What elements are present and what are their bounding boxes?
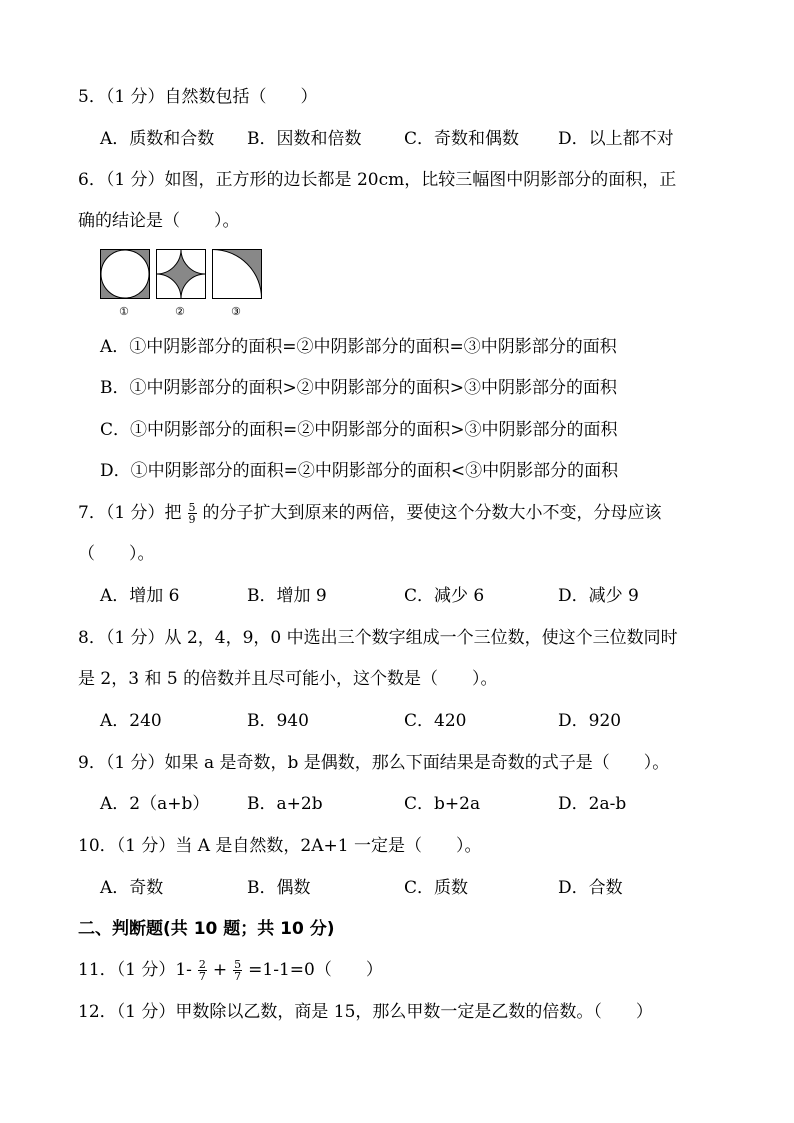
q10-option-c: C．质数	[404, 878, 469, 898]
q6-option-c: C．①中阴影部分的面积=②中阴影部分的面积>③中阴影部分的面积	[100, 420, 618, 440]
q8-option-c: C．420	[404, 711, 467, 731]
q11-fraction-2	[233, 959, 242, 982]
q11-prefix: 11．（1 分）1-	[78, 960, 192, 980]
q8-stem-line1: 8．（1 分）从 2，4，9，0 中选出三个数字组成一个三位数，使这个三位数同时	[78, 628, 678, 648]
q7-option-b: B．增加 9	[247, 586, 327, 606]
q11-stem	[78, 958, 383, 982]
q12-stem: 12．（1 分）甲数除以乙数，商是 15，那么甲数一定是乙数的倍数。（ ）	[78, 1002, 653, 1022]
q10-option-d: D．合数	[558, 878, 623, 898]
q7-stem-line1	[78, 501, 662, 525]
q11-plus: +	[212, 960, 228, 980]
q9-option-d: D．2a-b	[558, 794, 627, 814]
figure-label-2: ②	[175, 305, 185, 318]
q7-stem-suffix: 的分子扩大到原来的两倍，要使这个分数大小不变，分母应该	[202, 503, 662, 523]
figure-label-3: ③	[231, 305, 241, 318]
q11-suffix: =1-1=0（ ）	[248, 960, 383, 980]
q7-option-c: C．减少 6	[404, 586, 485, 606]
q9-stem: 9．（1 分）如果 a 是奇数，b 是偶数，那么下面结果是奇数的式子是（ ）。	[78, 753, 670, 773]
figure-2-astroid	[157, 250, 206, 299]
q5-option-d: D．以上都不对	[558, 129, 674, 149]
q6-option-d: D．①中阴影部分的面积=②中阴影部分的面积<③中阴影部分的面积	[100, 461, 619, 481]
figure-3-quarter-arc	[213, 250, 262, 299]
q7-fraction-denominator: 9	[188, 513, 196, 526]
q7-stem-line2: （ ）。	[78, 544, 155, 564]
q8-option-a: A．240	[100, 711, 162, 731]
q11-fraction-2-numerator: 5	[234, 958, 242, 971]
q6-figures	[100, 249, 262, 306]
q9-option-a: A．2（a+b）	[100, 794, 210, 814]
q7-fraction-numerator: 5	[188, 501, 196, 514]
q10-option-a: A．奇数	[100, 878, 164, 898]
q8-option-d: D．920	[558, 711, 622, 731]
q7-stem-prefix: 7．（1 分）把	[78, 503, 182, 523]
q7-fraction	[188, 502, 197, 525]
q11-fraction-2-denominator: 7	[234, 970, 242, 983]
q10-stem: 10．（1 分）当 A 是自然数，2A+1 一定是（ ）。	[78, 836, 482, 856]
q7-option-a: A．增加 6	[100, 586, 180, 606]
q7-option-d: D．减少 9	[558, 586, 639, 606]
q9-option-c: C．b+2a	[404, 794, 481, 814]
q6-option-a: A．①中阴影部分的面积=②中阴影部分的面积=③中阴影部分的面积	[100, 337, 617, 357]
q6-option-b: B．①中阴影部分的面积>②中阴影部分的面积>③中阴影部分的面积	[100, 378, 617, 398]
q5-option-b: B．因数和倍数	[247, 129, 362, 149]
q11-fraction-1-denominator: 7	[198, 970, 206, 983]
q5-stem: 5．（1 分）自然数包括（ ）	[78, 87, 318, 107]
section-2-heading: 二、判断题(共 10 题；共 10 分)	[78, 919, 335, 939]
q11-fraction-1-numerator: 2	[198, 958, 206, 971]
q9-option-b: B．a+2b	[247, 794, 323, 814]
figure-label-1: ①	[119, 305, 129, 318]
q8-option-b: B．940	[247, 711, 309, 731]
q5-option-c: C．奇数和偶数	[404, 129, 520, 149]
q10-option-b: B．偶数	[247, 878, 311, 898]
q5-option-a: A．质数和合数	[100, 129, 215, 149]
q11-fraction-1	[198, 959, 207, 982]
figure-1-circle-in-square	[101, 250, 150, 299]
q6-figure-row	[100, 249, 262, 301]
q6-stem-line1: 6．（1 分）如图，正方形的边长都是 20cm，比较三幅图中阴影部分的面积，正	[78, 170, 677, 190]
q8-stem-line2: 是 2，3 和 5 的倍数并且尽可能小，这个数是（ ）。	[78, 669, 498, 689]
q6-stem-line2: 确的结论是（ ）。	[78, 211, 240, 231]
